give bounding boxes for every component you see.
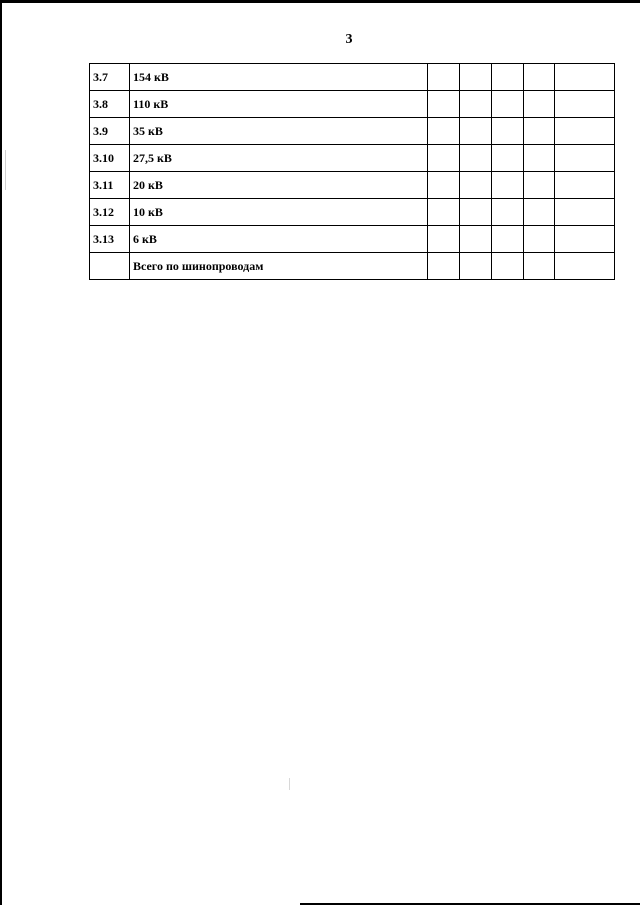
row-number: 3.9 xyxy=(90,118,130,145)
empty-cell xyxy=(524,145,555,172)
table-row xyxy=(90,145,615,172)
empty-cell xyxy=(460,226,492,253)
scan-artifact xyxy=(5,150,6,190)
empty-cell xyxy=(524,118,555,145)
row-number: 3.8 xyxy=(90,91,130,118)
row-number: 3.7 xyxy=(90,64,130,91)
row-label: Всего по шинопроводам xyxy=(130,253,428,280)
empty-cell xyxy=(460,64,492,91)
table-row xyxy=(90,226,615,253)
row-label: 20 кВ xyxy=(130,172,428,199)
empty-cell xyxy=(524,253,555,280)
scan-edge-top xyxy=(0,0,640,3)
empty-cell xyxy=(492,199,524,226)
empty-cell xyxy=(555,91,615,118)
table-row xyxy=(90,91,615,118)
empty-cell xyxy=(492,226,524,253)
empty-cell xyxy=(555,253,615,280)
table-row-total xyxy=(90,253,615,280)
row-label: 110 кВ xyxy=(130,91,428,118)
empty-cell xyxy=(555,172,615,199)
empty-cell xyxy=(460,145,492,172)
row-number xyxy=(90,253,130,280)
row-label: 10 кВ xyxy=(130,199,428,226)
empty-cell xyxy=(428,226,460,253)
table-row xyxy=(90,172,615,199)
row-number: 3.13 xyxy=(90,226,130,253)
empty-cell xyxy=(555,64,615,91)
empty-cell xyxy=(555,199,615,226)
empty-cell xyxy=(492,118,524,145)
empty-cell xyxy=(492,91,524,118)
empty-cell xyxy=(524,91,555,118)
table-row xyxy=(90,199,615,226)
row-label: 154 кВ xyxy=(130,64,428,91)
empty-cell xyxy=(555,118,615,145)
table-row xyxy=(90,64,615,91)
empty-cell xyxy=(492,64,524,91)
row-number: 3.10 xyxy=(90,145,130,172)
empty-cell xyxy=(428,172,460,199)
empty-cell xyxy=(555,226,615,253)
page-number: 3 xyxy=(345,32,353,47)
empty-cell xyxy=(492,172,524,199)
empty-cell xyxy=(460,118,492,145)
row-number: 3.11 xyxy=(90,172,130,199)
row-label: 35 кВ xyxy=(130,118,428,145)
scan-artifact xyxy=(289,778,290,790)
empty-cell xyxy=(524,64,555,91)
empty-cell xyxy=(492,253,524,280)
empty-cell xyxy=(428,145,460,172)
empty-cell xyxy=(460,172,492,199)
empty-cell xyxy=(492,145,524,172)
row-number: 3.12 xyxy=(90,199,130,226)
empty-cell xyxy=(460,91,492,118)
table-row xyxy=(90,118,615,145)
empty-cell xyxy=(524,172,555,199)
empty-cell xyxy=(428,199,460,226)
empty-cell xyxy=(428,91,460,118)
empty-cell xyxy=(428,64,460,91)
voltage-table xyxy=(89,63,615,280)
empty-cell xyxy=(555,145,615,172)
empty-cell xyxy=(460,199,492,226)
empty-cell xyxy=(460,253,492,280)
row-label: 27,5 кВ xyxy=(130,145,428,172)
scan-edge-left xyxy=(0,0,2,905)
empty-cell xyxy=(428,118,460,145)
empty-cell xyxy=(524,226,555,253)
empty-cell xyxy=(428,253,460,280)
row-label: 6 кВ xyxy=(130,226,428,253)
empty-cell xyxy=(524,199,555,226)
